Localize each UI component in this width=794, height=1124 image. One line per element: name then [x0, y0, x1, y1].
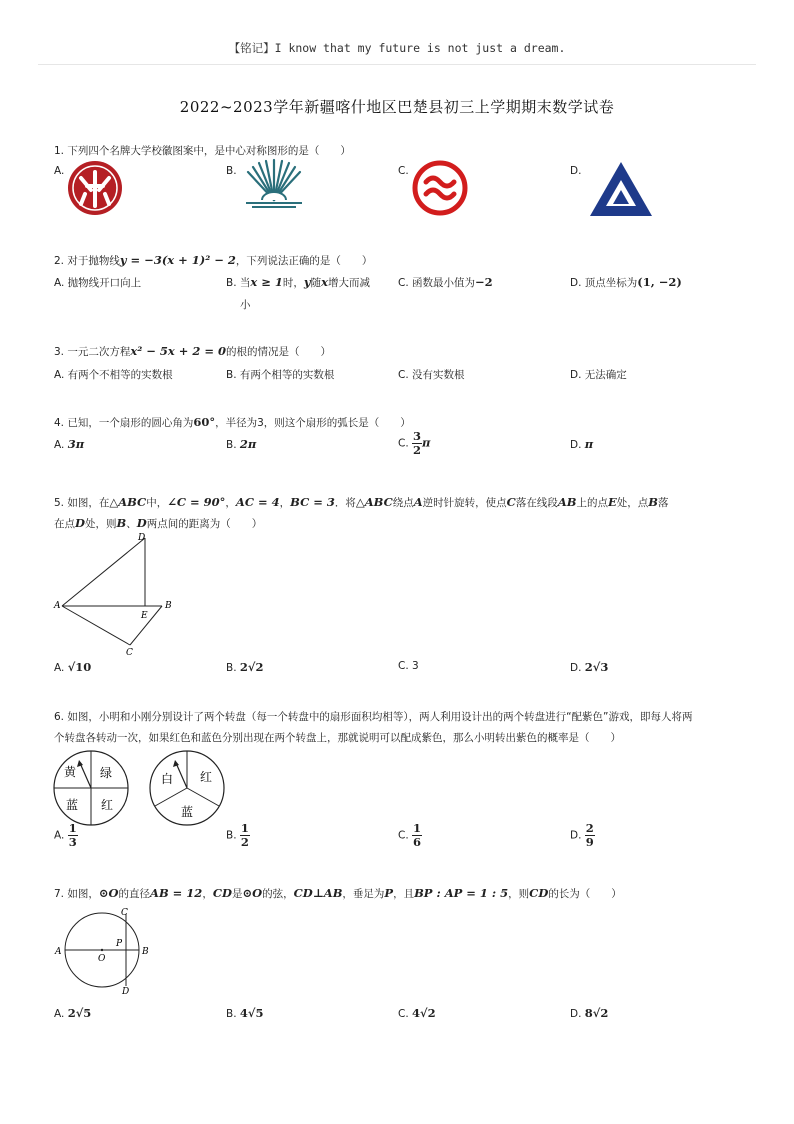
- q7-math: CD⊥AB: [293, 886, 343, 900]
- q6-d-fraction: [585, 822, 595, 849]
- q7-option-a: [54, 1006, 91, 1020]
- peking-university-emblem-icon: [67, 160, 123, 216]
- q4-c-pi: π: [422, 435, 431, 450]
- q7-label-o: O: [98, 954, 106, 964]
- spinner1-blue: 蓝: [66, 798, 79, 812]
- q7-text: 的弦，: [262, 888, 294, 900]
- q2-option-b: [226, 275, 370, 290]
- q6-spinner-1: [52, 748, 132, 828]
- spinner2-blue: 蓝: [181, 805, 194, 819]
- spinner1-red: 红: [101, 798, 114, 812]
- q7-label-d: D: [122, 987, 130, 996]
- q4-b-val: 2π: [239, 437, 257, 451]
- q6-b-num: 1: [240, 821, 249, 835]
- header-motto: 【铭记】I know that my future is not just a dream.: [228, 41, 566, 55]
- q7-text: 7. 如图，: [54, 888, 99, 900]
- q5-text: 上的点: [576, 497, 608, 509]
- q4-a-label: A.: [54, 439, 65, 451]
- q7-text: ，垂足为: [342, 888, 385, 900]
- q5-c-val: 3: [412, 660, 419, 672]
- q3-option-b: B. 有两个相等的实数根: [226, 369, 335, 381]
- q7-math: BP : AP = 1 : 5: [414, 886, 509, 900]
- q7-d-val: 8√2: [584, 1006, 609, 1020]
- triangle-emblem-icon: [588, 160, 654, 218]
- q2-b-mid: 时，: [282, 277, 304, 289]
- q6-a-num: 1: [68, 821, 77, 835]
- q7-circle-figure: [52, 904, 162, 996]
- q2-formula: y = −3(x + 1)² − 2: [119, 253, 236, 267]
- q7-b-label: B.: [226, 1008, 237, 1020]
- sunrise-fan-emblem-icon: [240, 158, 308, 214]
- q5-text: 逆时针旋转，使点: [422, 497, 507, 509]
- q1-option-b-label: B.: [226, 165, 237, 177]
- question-4-stem: [54, 412, 411, 434]
- q2-d-math: (1, −2): [637, 275, 682, 289]
- q7-c-val: 4√2: [412, 1006, 436, 1020]
- q7-math: AB = 12: [150, 886, 203, 900]
- q3-option-c: C. 没有实数根: [398, 369, 465, 381]
- q7-label-a: A: [55, 947, 62, 957]
- q5-text: ，: [279, 497, 291, 509]
- q7-text: ，且: [393, 888, 415, 900]
- spinner2-white: 白: [161, 772, 174, 786]
- q7-option-b: [226, 1006, 263, 1020]
- q6-option-c: [398, 822, 422, 849]
- q7-label-c: C: [121, 908, 128, 918]
- q2-suffix: ，下列说法正确的是（ ）: [235, 255, 373, 267]
- q5-d-label: D.: [570, 662, 582, 674]
- q6-d-label: D.: [570, 829, 582, 842]
- q7-math: CD: [529, 886, 549, 900]
- q5-option-c: [398, 660, 419, 672]
- q5-option-a: [54, 660, 91, 674]
- q1-option-d-label: D.: [570, 165, 582, 177]
- q5-text: 处，则: [84, 518, 117, 530]
- question-6-stem-line-2: 个转盘各转动一次，如果红色和蓝色分别出现在两个转盘上，那就说明可以配成紫色，那么小明转出紫色的概率是（ ）: [54, 732, 621, 744]
- q4-c-label: C.: [398, 437, 409, 450]
- question-5-stem-line-1: [54, 492, 744, 514]
- q4-angle: 60°: [193, 415, 216, 429]
- q6-b-fraction: [240, 822, 250, 849]
- q5-math: B: [648, 495, 658, 509]
- question-7-stem: [54, 883, 622, 905]
- q7-math: ⊙O: [242, 886, 263, 900]
- q7-a-label: A.: [54, 1008, 65, 1020]
- q6-b-label: B.: [226, 829, 237, 842]
- q6-b-den: 2: [240, 835, 249, 849]
- q7-option-c: [398, 1006, 436, 1020]
- header-divider: [38, 64, 756, 65]
- q6-option-d: [570, 822, 595, 849]
- q7-text: 的长为（ ）: [548, 888, 622, 900]
- q5-math: E: [607, 495, 617, 509]
- q7-math: P: [384, 886, 394, 900]
- q6-spinner-2: [148, 748, 228, 828]
- q7-label-p: P: [116, 939, 123, 949]
- q2-option-c: [398, 275, 493, 290]
- q6-c-fraction: [412, 822, 422, 849]
- q2-c-pre: C. 函数最小值为: [398, 277, 476, 289]
- q6-a-label: A.: [54, 829, 65, 842]
- q4-d-val: π: [584, 437, 594, 451]
- spinner1-yellow: 黄: [64, 765, 77, 779]
- q7-option-d: [570, 1006, 608, 1020]
- question-6-stem-line-1: 6. 如图，小明和小刚分别设计了两个转盘（每一个转盘中的扇形面积均相等），两人利用设计出的两个转盘进行“配紫色”游戏，即每人将两: [54, 711, 693, 723]
- spinner1-green: 绿: [100, 766, 113, 780]
- q5-math: BC = 3: [290, 495, 335, 509]
- q5-label-c: C: [126, 648, 133, 658]
- q7-b-val: 4√5: [239, 1006, 264, 1020]
- q5-math: D: [75, 516, 85, 530]
- q1-option-a-label: A.: [54, 165, 65, 177]
- q4-b-label: B.: [226, 439, 237, 451]
- q2-b-pre: B. 当: [226, 277, 251, 289]
- q5-a-label: A.: [54, 662, 65, 674]
- q5-text: 5. 如图，在: [54, 497, 110, 509]
- q5-math: AB: [557, 495, 577, 509]
- q5-text: ，: [225, 497, 236, 509]
- q7-a-val: 2√5: [67, 1006, 92, 1020]
- q5-label-b: B: [165, 601, 172, 611]
- q5-b-val: 2√2: [239, 660, 264, 674]
- q5-math: ∠C = 90°: [167, 495, 226, 509]
- q7-math: ⊙O: [98, 886, 119, 900]
- q5-text: 在点: [54, 518, 75, 530]
- q3-option-a: A. 有两个不相等的实数根: [54, 369, 173, 381]
- q7-text: 的直径: [118, 888, 151, 900]
- q6-a-fraction: [68, 822, 78, 849]
- q4-suffix: ，半径为3，则这个扇形的弧长是（ ）: [215, 417, 411, 429]
- q4-prefix: 4. 已知，一个扇形的圆心角为: [54, 417, 194, 429]
- q5-option-d: [570, 660, 608, 674]
- q5-text: 落: [657, 497, 669, 509]
- spinner2-red: 红: [200, 770, 213, 784]
- q5-math: C: [506, 495, 516, 509]
- q5-triangle-figure: [52, 530, 182, 658]
- q7-text: ，: [202, 888, 213, 900]
- q5-label-e: E: [141, 611, 148, 621]
- q3-suffix: 的根的情况是（ ）: [226, 346, 332, 358]
- q7-math: CD: [212, 886, 232, 900]
- q5-math: AC = 4: [235, 495, 280, 509]
- q5-math: △ABC: [109, 495, 147, 509]
- q2-b-math: x ≥ 1: [250, 275, 283, 289]
- q2-option-b-wrap: 小: [240, 299, 251, 311]
- q5-label-d: D: [138, 533, 146, 543]
- question-3-stem: [54, 341, 331, 363]
- q4-a-val: 3π: [67, 437, 85, 451]
- page-title: 2022~2023学年新疆喀什地区巴楚县初三上学期期末数学试卷: [179, 98, 615, 116]
- q5-math: A: [413, 495, 423, 509]
- q6-c-den: 6: [413, 835, 422, 849]
- q5-a-val: √10: [67, 660, 92, 674]
- q2-b-x: x: [321, 275, 328, 289]
- q6-d-num: 2: [585, 821, 594, 835]
- q2-option-a: A. 抛物线开口向上: [54, 277, 142, 289]
- q3-formula: x² − 5x + 2 = 0: [130, 344, 227, 358]
- q5-text: 、: [126, 518, 137, 530]
- q6-a-den: 3: [68, 835, 77, 849]
- q5-b-label: B.: [226, 662, 237, 674]
- q4-c-fraction: [412, 430, 422, 457]
- wave-circle-emblem-icon: [412, 160, 468, 216]
- q5-c-label: C.: [398, 660, 409, 672]
- q2-b-y: y: [303, 275, 311, 289]
- q6-c-num: 1: [413, 821, 422, 835]
- q3-option-d: D. 无法确定: [570, 369, 627, 381]
- q7-d-label: D.: [570, 1008, 582, 1020]
- q2-b-mid2: 随: [310, 277, 322, 289]
- q7-text: ，则: [508, 888, 530, 900]
- q7-text: 是: [231, 888, 243, 900]
- q4-c-num: 3: [413, 429, 422, 443]
- q2-d-pre: D. 顶点坐标为: [570, 277, 638, 289]
- q5-text: 绕点: [392, 497, 414, 509]
- q5-text: 中，: [146, 497, 168, 509]
- q7-c-label: C.: [398, 1008, 409, 1020]
- q5-math: △ABC: [355, 495, 393, 509]
- question-1-stem: 1. 下列四个名牌大学校徽图案中，是中心对称图形的是（ ）: [54, 145, 351, 157]
- q5-option-b: [226, 660, 263, 674]
- q5-d-val: 2√3: [584, 660, 609, 674]
- q4-option-d: [570, 437, 593, 451]
- q2-c-math: −2: [475, 275, 493, 289]
- q5-text: 落在线段: [515, 497, 558, 509]
- q4-option-a: [54, 437, 84, 451]
- question-2-stem: [54, 250, 372, 272]
- q1-option-c-label: C.: [398, 165, 409, 177]
- q5-label-a: A: [54, 601, 61, 611]
- q5-text: 处，点: [616, 497, 649, 509]
- q2-prefix: 2. 对于抛物线: [54, 255, 120, 267]
- q4-option-b: [226, 437, 256, 451]
- q7-label-b: B: [142, 947, 149, 957]
- q5-math: B: [116, 516, 127, 530]
- q3-prefix: 3. 一元二次方程: [54, 346, 131, 358]
- q4-c-den: 2: [413, 443, 422, 457]
- q2-b-post: 增大而减: [327, 277, 370, 289]
- q2-option-d: [570, 275, 682, 290]
- q4-d-label: D.: [570, 439, 582, 451]
- q6-d-den: 9: [585, 835, 594, 849]
- q5-math: D: [136, 516, 147, 530]
- q6-option-b: [226, 822, 250, 849]
- q5-text: ．将: [334, 497, 356, 509]
- q6-option-a: [54, 822, 78, 849]
- q6-c-label: C.: [398, 829, 409, 842]
- q5-text: 两点间的距离为（ ）: [146, 518, 263, 530]
- q4-option-c: [398, 430, 430, 457]
